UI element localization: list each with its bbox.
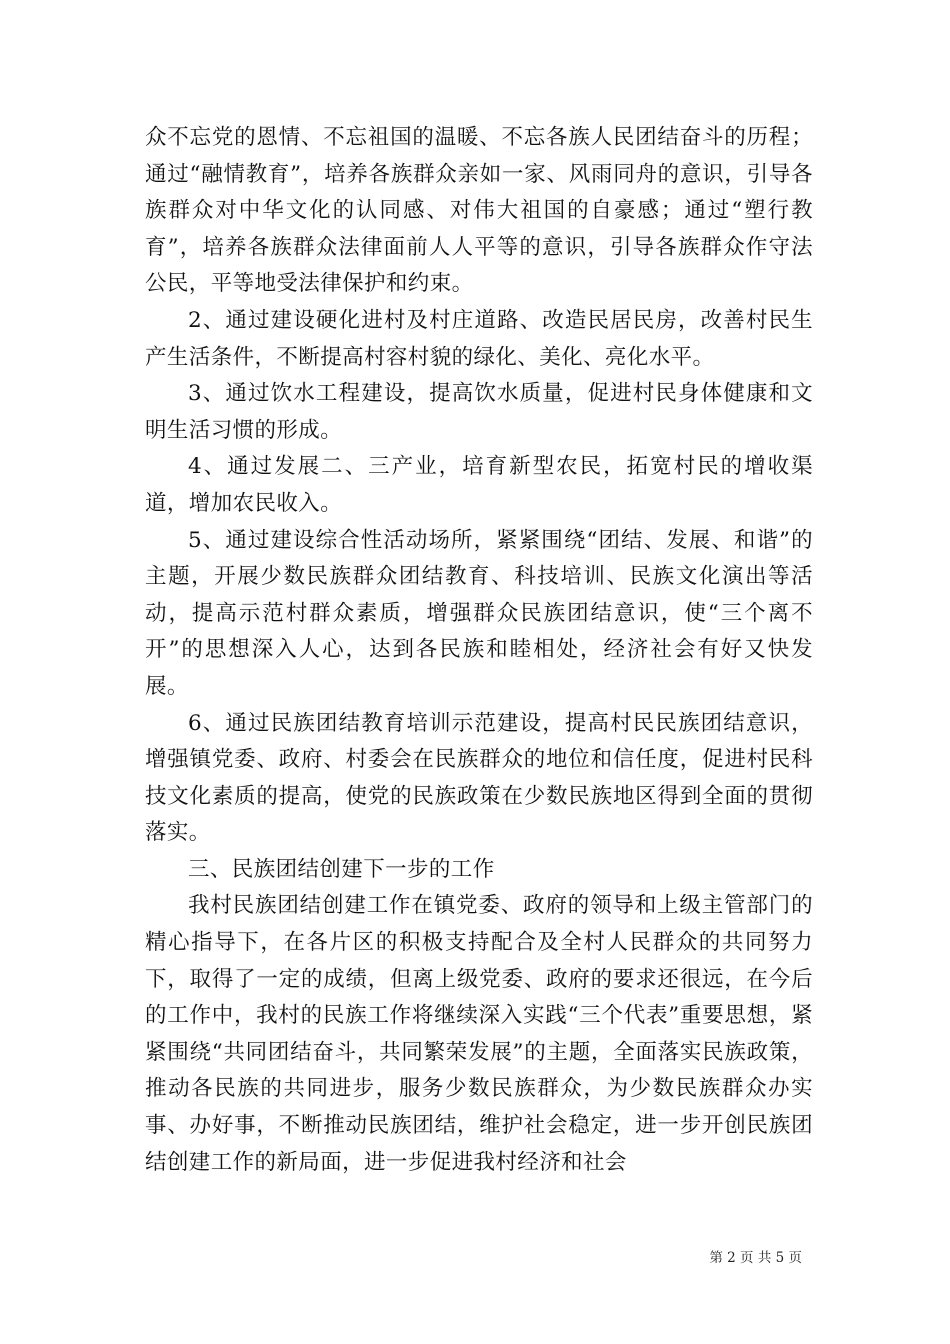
document-body — [145, 120, 813, 1181]
paragraph-item-4: 4、通过发展二、三产业，培育新型农民，拓宽村民的增收渠道，增加农民收入。 — [145, 454, 813, 516]
paragraph-next-steps: 我村民族团结创建工作在镇党委、政府的领导和上级主管部门的精心指导下，在各片区的积极支持配合及全村人民群众的共同努力下，取得了一定的成绩，但离上级党委、政府的要求还很远，在今后的工作中，我村的民族工作将继续深入实践“三个代表”重要思想，紧紧围绕“共同团结奋斗，共同繁荣发展”的主题，全面落实民族政策，推动各民族的共同进步，服务少数民族群众，为少数民族群众办实事、办好事，不断推动民族团结，维护社会稳定，进一步开创民族团结创建工作的新局面，进一步促进我村经济和社会 — [145, 893, 813, 1175]
page-number-footer: 第 2 页 共 5 页 — [709, 1250, 802, 1266]
section-heading: 三、民族团结创建下一步的工作 — [188, 856, 495, 882]
paragraph-continuation: 众不忘党的恩情、不忘祖国的温暖、不忘各族人民团结奋斗的历程；通过“融情教育”，培养各族群众亲如一家、风雨同舟的意识，引导各族群众对中华文化的认同感、对伟大祖国的自豪感；通过“塑行教育”，培养各族群众法律面前人人平等的意识，引导各族群众作守法公民，平等地受法律保护和约束。 — [145, 125, 813, 297]
paragraph-item-6: 6、通过民族团结教育培训示范建设，提高村民民族团结意识，增强镇党委、政府、村委会在民族群众的地位和信任度，促进村民科技文化素质的提高，使党的民族政策在少数民族地区得到全面的贯彻落实。 — [145, 710, 813, 846]
paragraph-item-5: 5、通过建设综合性活动场所，紧紧围绕“团结、发展、和谐”的主题，开展少数民族群众团结教育、科技培训、民族文化演出等活动，提高示范村群众素质，增强群众民族团结意识，使“三个离不开”的思想深入人心，达到各民族和睦相处，经济社会有好又快发展。 — [145, 527, 813, 699]
paragraph-item-3: 3、通过饮水工程建设，提高饮水质量，促进村民身体健康和文明生活习惯的形成。 — [145, 381, 813, 443]
paragraph-item-2: 2、通过建设硬化进村及村庄道路、改造民居民房，改善村民生产生活条件，不断提高村容村貌的绿化、美化、亮化水平。 — [145, 307, 813, 370]
